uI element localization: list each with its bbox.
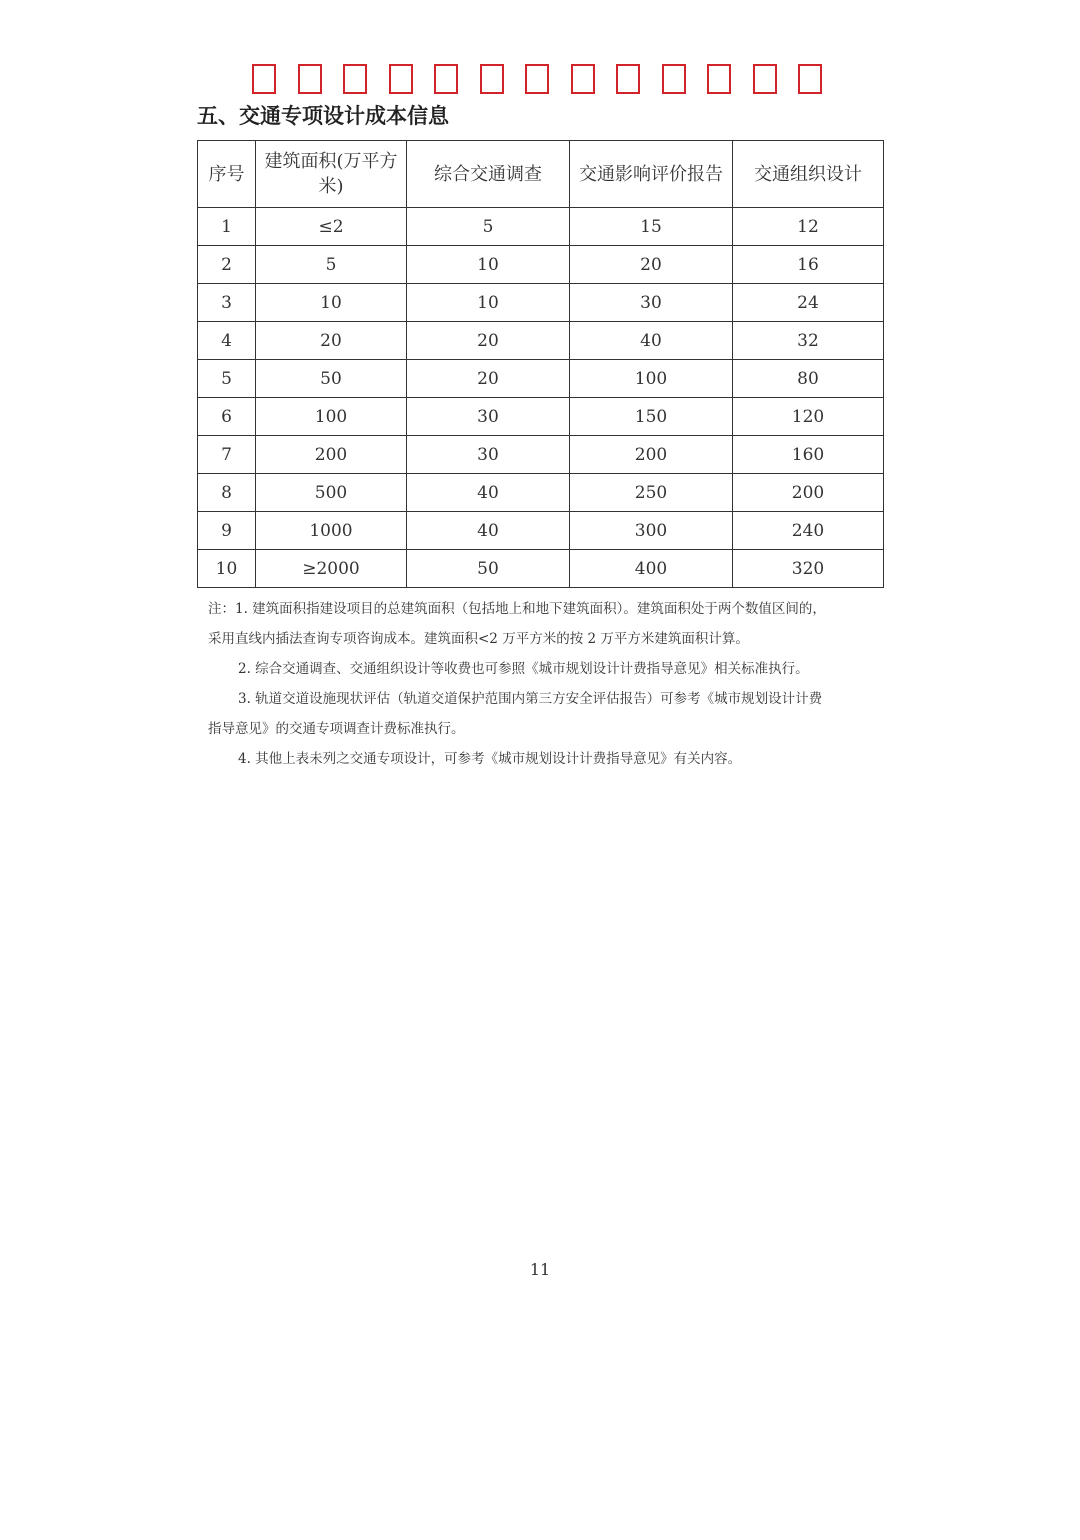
table-cell: 2 xyxy=(198,246,256,284)
table-cell: 40 xyxy=(570,322,733,360)
table-cell: 8 xyxy=(198,474,256,512)
table-cell: 30 xyxy=(407,398,570,436)
stamp-box xyxy=(707,64,731,94)
header-cell-survey: 综合交通调查 xyxy=(407,141,570,208)
table-cell: 1 xyxy=(198,208,256,246)
table-cell: 30 xyxy=(407,436,570,474)
table-header-row xyxy=(198,141,884,208)
stamp-box xyxy=(298,64,322,94)
header-cell-organization-design: 交通组织设计 xyxy=(733,141,884,208)
stamp-box xyxy=(434,64,458,94)
table-cell: 240 xyxy=(733,512,884,550)
table-notes xyxy=(208,594,888,774)
table-cell: 32 xyxy=(733,322,884,360)
table-row xyxy=(198,512,884,550)
note-line: 指导意见》的交通专项调查计费标准执行。 xyxy=(208,721,465,737)
table-row xyxy=(198,284,884,322)
stamp-box xyxy=(662,64,686,94)
table-cell: 200 xyxy=(570,436,733,474)
traffic-design-cost-table xyxy=(197,140,884,588)
table-row xyxy=(198,360,884,398)
note-line: 3. 轨道交道设施现状评估（轨道交道保护范围内第三方安全评估报告）可参考《城市规划设计计费 xyxy=(238,691,823,707)
table-cell: 24 xyxy=(733,284,884,322)
table-cell: 3 xyxy=(198,284,256,322)
header-cell-impact-report: 交通影响评价报告 xyxy=(570,141,733,208)
table-cell: 100 xyxy=(570,360,733,398)
stamp-box xyxy=(525,64,549,94)
table-cell: 12 xyxy=(733,208,884,246)
table-cell: 5 xyxy=(198,360,256,398)
table-cell: 7 xyxy=(198,436,256,474)
stamp-box xyxy=(753,64,777,94)
table-cell: 150 xyxy=(570,398,733,436)
table-cell: 300 xyxy=(570,512,733,550)
stamp-box xyxy=(252,64,276,94)
stamp-box xyxy=(389,64,413,94)
stamp-box xyxy=(571,64,595,94)
section-title: 五、交通专项设计成本信息 xyxy=(197,104,449,128)
table-cell: 16 xyxy=(733,246,884,284)
table-cell: 200 xyxy=(733,474,884,512)
table-cell: 4 xyxy=(198,322,256,360)
table-cell: 20 xyxy=(407,322,570,360)
table-cell: 200 xyxy=(256,436,407,474)
table-cell: ≤2 xyxy=(256,208,407,246)
table-cell: ≥2000 xyxy=(256,550,407,588)
page-number: 11 xyxy=(529,1260,551,1279)
table-cell: 9 xyxy=(198,512,256,550)
table-cell: 40 xyxy=(407,474,570,512)
stamp-box xyxy=(343,64,367,94)
table-cell: 15 xyxy=(570,208,733,246)
table-cell: 500 xyxy=(256,474,407,512)
table-row xyxy=(198,208,884,246)
table-row xyxy=(198,246,884,284)
stamp-box xyxy=(798,64,822,94)
table-cell: 10 xyxy=(198,550,256,588)
table-cell: 100 xyxy=(256,398,407,436)
table-cell: 20 xyxy=(407,360,570,398)
table-cell: 80 xyxy=(733,360,884,398)
note-line: 采用直线内插法查询专项咨询成本。建筑面积<2 万平方米的按 2 万平方米建筑面积计算。 xyxy=(208,631,749,647)
table-cell: 5 xyxy=(407,208,570,246)
table-cell: 40 xyxy=(407,512,570,550)
table-cell: 50 xyxy=(256,360,407,398)
table-row xyxy=(198,436,884,474)
table-row xyxy=(198,550,884,588)
note-line: 4. 其他上表未列之交通专项设计，可参考《城市规划设计计费指导意见》有关内容。 xyxy=(238,751,742,767)
table-cell: 50 xyxy=(407,550,570,588)
table-cell: 400 xyxy=(570,550,733,588)
table-cell: 10 xyxy=(407,284,570,322)
table-row xyxy=(198,474,884,512)
table-row xyxy=(198,398,884,436)
note-line: 2. 综合交通调查、交通组织设计等收费也可参照《城市规划设计计费指导意见》相关标准执行。 xyxy=(238,661,809,677)
table-cell: 160 xyxy=(733,436,884,474)
header-stamp-boxes xyxy=(252,64,822,98)
header-cell-area: 建筑面积(万平方米) xyxy=(256,141,407,208)
table-cell: 10 xyxy=(407,246,570,284)
table-cell: 320 xyxy=(733,550,884,588)
header-cell-index: 序号 xyxy=(198,141,256,208)
note-line: 注：1. 建筑面积指建设项目的总建筑面积（包括地上和地下建筑面积）。建筑面积处于两个数值区间的， xyxy=(208,601,826,617)
table-cell: 20 xyxy=(570,246,733,284)
table-cell: 30 xyxy=(570,284,733,322)
stamp-box xyxy=(616,64,640,94)
table-cell: 1000 xyxy=(256,512,407,550)
table-row xyxy=(198,322,884,360)
table-cell: 20 xyxy=(256,322,407,360)
table-cell: 10 xyxy=(256,284,407,322)
table-cell: 6 xyxy=(198,398,256,436)
stamp-box xyxy=(480,64,504,94)
table-cell: 5 xyxy=(256,246,407,284)
table-cell: 120 xyxy=(733,398,884,436)
table-cell: 250 xyxy=(570,474,733,512)
